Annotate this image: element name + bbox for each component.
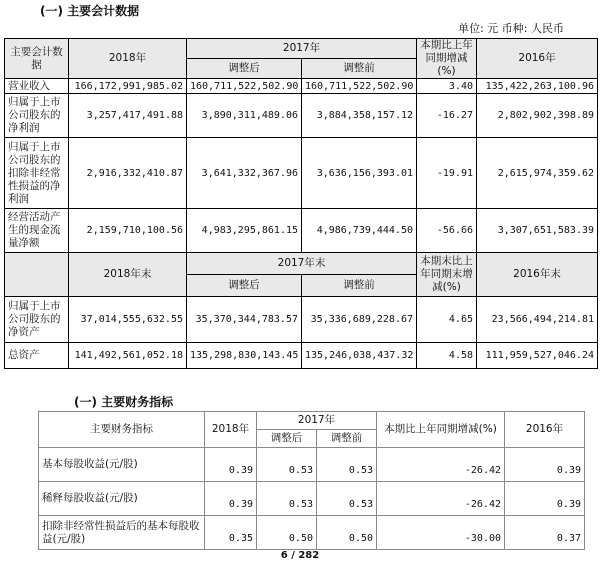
value-2017-before: 160,711,522,502.90 <box>302 79 417 94</box>
value-2017-after: 3,890,311,489.06 <box>187 94 302 138</box>
value-2016: 0.39 <box>505 448 585 482</box>
value-2017-after: 160,711,522,502.90 <box>187 79 302 94</box>
value-2017-before: 0.53 <box>317 482 377 516</box>
header-adjusted-after: 调整后 <box>187 59 302 79</box>
row-label: 归属于上市公司股东的扣除非经常性损益的净利润 <box>5 138 69 209</box>
header-change-end: 本期末比上年同期末增减(%) <box>417 253 477 297</box>
value-2018: 3,257,417,491.88 <box>69 94 187 138</box>
unit-currency-note: 单位: 元 币种: 人民币 <box>458 22 564 35</box>
value-2016: 0.37 <box>505 516 585 550</box>
header-change: 本期比上年同期增减(%) <box>417 39 477 79</box>
value-2018: 0.35 <box>205 516 257 550</box>
value-2018: 166,172,991,985.02 <box>69 79 187 94</box>
value-2017-after: 0.53 <box>257 448 317 482</box>
value-change: -56.66 <box>417 209 477 253</box>
table-row <box>5 94 598 138</box>
row-label: 归属于上市公司股东的净资产 <box>5 297 69 343</box>
value-change: 3.40 <box>417 79 477 94</box>
header-2018: 2018年 <box>205 412 257 448</box>
row-label: 总资产 <box>5 343 69 369</box>
value-2016: 111,959,527,046.24 <box>477 343 598 369</box>
table-row <box>39 448 585 482</box>
header-2017: 2017年 <box>187 39 417 59</box>
row-label: 经营活动产生的现金流量净额 <box>5 209 69 253</box>
header-adjusted-before-end: 调整前 <box>302 275 417 297</box>
header-2016: 2016年 <box>477 39 598 79</box>
value-2017-after: 4,983,295,861.15 <box>187 209 302 253</box>
header-item-end <box>5 253 69 297</box>
value-2017-after: 0.53 <box>257 482 317 516</box>
value-2016: 2,615,974,359.62 <box>477 138 598 209</box>
header-2018: 2018年 <box>69 39 187 79</box>
header-2018-end: 2018年末 <box>69 253 187 297</box>
value-2017-before: 35,336,689,228.67 <box>302 297 417 343</box>
table-row <box>5 79 598 94</box>
table-row <box>39 482 585 516</box>
table-row <box>5 297 598 343</box>
value-2018: 2,159,710,100.56 <box>69 209 187 253</box>
value-2018: 0.39 <box>205 482 257 516</box>
section-1-title: (一) 主要会计数据 <box>40 4 140 18</box>
table-row <box>5 138 598 209</box>
header-adjusted-after: 调整后 <box>257 430 317 448</box>
value-2017-after: 0.50 <box>257 516 317 550</box>
header-item: 主要会计数据 <box>5 39 69 79</box>
header-2016: 2016年 <box>505 412 585 448</box>
value-change: 4.58 <box>417 343 477 369</box>
table-row <box>5 209 598 253</box>
table-row <box>5 343 598 369</box>
value-2017-before: 0.53 <box>317 448 377 482</box>
row-label: 稀释每股收益(元/股) <box>39 482 205 516</box>
value-2016: 3,307,651,583.39 <box>477 209 598 253</box>
value-change: 4.65 <box>417 297 477 343</box>
value-2018: 2,916,332,410.87 <box>69 138 187 209</box>
header-item: 主要财务指标 <box>39 412 205 448</box>
row-label: 归属于上市公司股东的净利润 <box>5 94 69 138</box>
value-2018: 141,492,561,052.18 <box>69 343 187 369</box>
value-2016: 0.39 <box>505 482 585 516</box>
value-change: -19.91 <box>417 138 477 209</box>
key-accounting-data-table <box>4 38 598 369</box>
table-row <box>39 516 585 550</box>
header-2017-end: 2017年末 <box>187 253 417 275</box>
value-2017-after: 35,370,344,783.57 <box>187 297 302 343</box>
page-number: 6 / 282 <box>280 550 320 561</box>
value-2016: 135,422,263,100.96 <box>477 79 598 94</box>
row-label: 营业收入 <box>5 79 69 94</box>
value-change: -26.42 <box>377 482 505 516</box>
key-financial-indicators-table <box>38 411 585 550</box>
value-2017-before: 0.50 <box>317 516 377 550</box>
section-2-title: (一) 主要财务指标 <box>74 395 174 409</box>
value-change: -30.00 <box>377 516 505 550</box>
row-label: 扣除非经常性损益后的基本每股收益(元/股) <box>39 516 205 550</box>
header-adjusted-after-end: 调整后 <box>187 275 302 297</box>
value-change: -16.27 <box>417 94 477 138</box>
value-2017-before: 3,884,358,157.12 <box>302 94 417 138</box>
header-2017: 2017年 <box>257 412 377 430</box>
header-2016-end: 2016年末 <box>477 253 598 297</box>
header-adjusted-before: 调整前 <box>317 430 377 448</box>
row-label: 基本每股收益(元/股) <box>39 448 205 482</box>
header-change: 本期比上年同期增减(%) <box>377 412 505 448</box>
value-2016: 23,566,494,214.81 <box>477 297 598 343</box>
header-adjusted-before: 调整前 <box>302 59 417 79</box>
value-2017-before: 3,636,156,393.01 <box>302 138 417 209</box>
value-2018: 0.39 <box>205 448 257 482</box>
value-2017-before: 135,246,038,437.32 <box>302 343 417 369</box>
value-2018: 37,014,555,632.55 <box>69 297 187 343</box>
value-2017-before: 4,986,739,444.50 <box>302 209 417 253</box>
value-2017-after: 135,298,830,143.45 <box>187 343 302 369</box>
value-2017-after: 3,641,332,367.96 <box>187 138 302 209</box>
value-2016: 2,802,902,398.89 <box>477 94 598 138</box>
value-change: -26.42 <box>377 448 505 482</box>
